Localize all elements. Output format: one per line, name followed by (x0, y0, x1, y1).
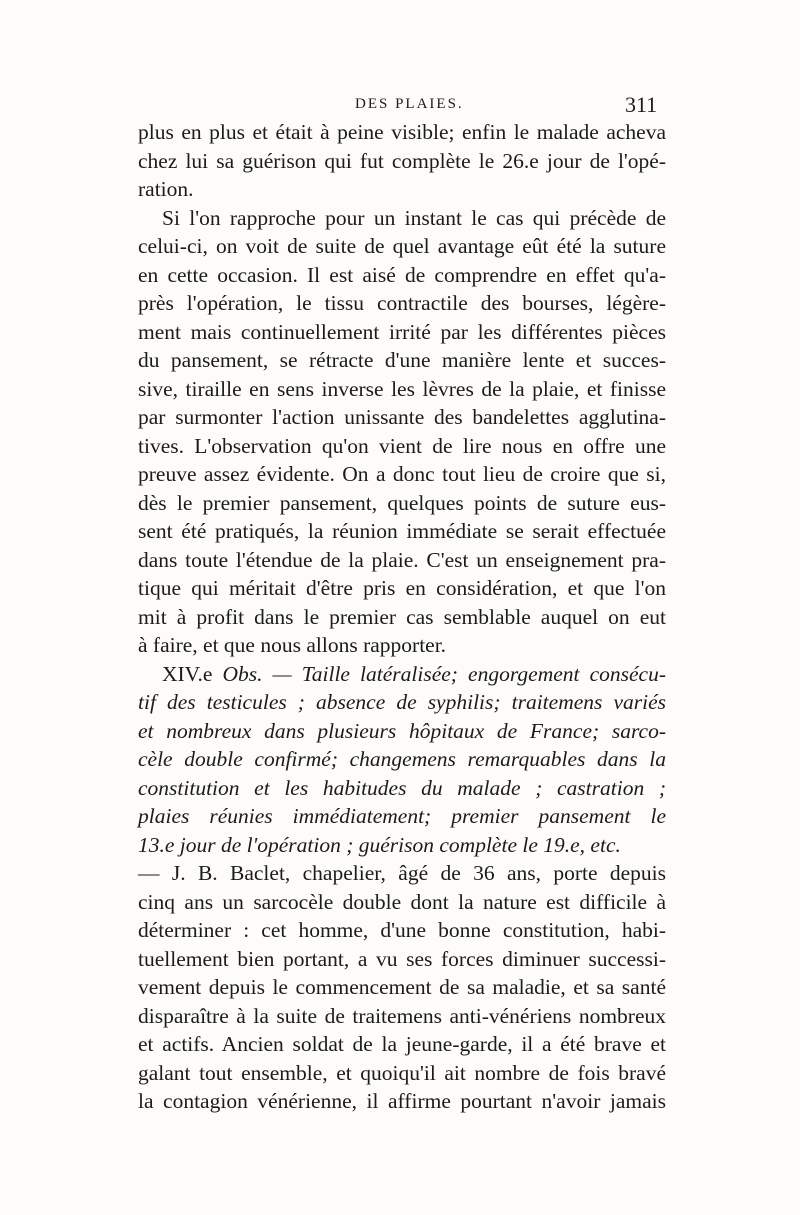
text-line: sent été pratiqués, la réunion immédiate se serait effectuée (138, 519, 666, 543)
text-line: disparaître à la suite de traitemens anti-vénériens nombreux (138, 1003, 666, 1028)
text-line: et actifs. Ancien soldat de la jeune-garde, il a été brave et (138, 1032, 666, 1056)
text-line: et nombreux dans plusieurs hôpitaux de France; sarco- (138, 718, 666, 743)
running-title: DES PLAIES. (355, 96, 464, 112)
paragraph-suture-discussion (138, 204, 666, 660)
text-line: sive, tiraille en sens inverse les lèvres de la plaie, et finisse (138, 376, 666, 401)
observation-heading (138, 660, 666, 860)
text-line: Si l'on rapproche pour un instant le cas qui précède de (162, 205, 666, 230)
observation-number: XIV.e (162, 661, 213, 686)
text-line: par surmonter l'action unissante des bandelettes agglutina- (138, 405, 666, 429)
text-line: ment mais continuellement irrité par les différentes pièces (138, 319, 666, 344)
text-line: tif des testicules ; absence de syphilis; traitemens variés (138, 690, 666, 714)
text-line: vement depuis le commencement de sa maladie, et sa santé (138, 975, 666, 999)
text-line: près l'opération, le tissu contractile des bourses, légère- (138, 291, 666, 315)
observation-heading-line (138, 660, 666, 689)
text-line: la contagion vénérienne, il affirme pourtant n'avoir jamais (138, 1089, 666, 1113)
text-line: 13.e jour de l'opération ; guérison complète le 19.e, etc. (138, 832, 621, 857)
text-line: en cette occasion. Il est aisé de comprendre en effet qu'a- (138, 262, 666, 287)
text-line: preuve assez évidente. On a donc tout lieu de croire que si, (138, 462, 666, 486)
text-line: du pansement, se rétracte d'une manière lente et succes- (138, 348, 666, 372)
text-line: dans toute l'étendue de la plaie. C'est un enseignement pra- (138, 547, 666, 572)
text-line: celui-ci, on voit de suite de quel avantage eût été la suture (138, 234, 666, 258)
text-line: tives. L'observation qu'on vient de lire nous en offre une (138, 433, 666, 458)
observation-heading-first: Obs. — Taille latéralisée; engorgement consécu- (222, 661, 666, 686)
text-line: plus en plus et était à peine visible; enfin le malade acheva (138, 120, 666, 144)
body-text (138, 118, 666, 1116)
paragraph-case-description (138, 859, 666, 1116)
text-line: tuellement bien portant, a vu ses forces diminuer successi- (138, 946, 666, 971)
text-line: constitution et les habitudes du malade ; castration ; (138, 775, 666, 800)
text-line: cinq ans un sarcocèle double dont la nature est difficile à (138, 889, 666, 914)
text-line: tique qui méritait d'être pris en considération, et que l'on (138, 576, 666, 600)
text-line: cèle double confirmé; changemens remarquables dans la (138, 747, 666, 771)
text-line: plaies réunies immédiatement; premier pansement le (138, 804, 666, 828)
text-line: ration. (138, 177, 194, 201)
text-line: — J. B. Baclet, chapelier, âgé de 36 ans, porte depuis (138, 861, 666, 885)
page-number: 311 (625, 92, 658, 117)
text-line: déterminer : cet homme, d'une bonne constitution, habi- (138, 918, 666, 942)
text-line: à faire, et que nous allons rapporter. (138, 633, 447, 657)
paragraph-continuation (138, 118, 666, 204)
text-line: galant tout ensemble, et quoiqu'il ait nombre de fois bravé (138, 1060, 666, 1085)
text-line: chez lui sa guérison qui fut complète le 26.e jour de l'opé- (138, 148, 666, 173)
text-line: dès le premier pansement, quelques points de suture eus- (138, 490, 666, 515)
text-line: mit à profit dans le premier cas semblable auquel on eut (138, 604, 666, 629)
